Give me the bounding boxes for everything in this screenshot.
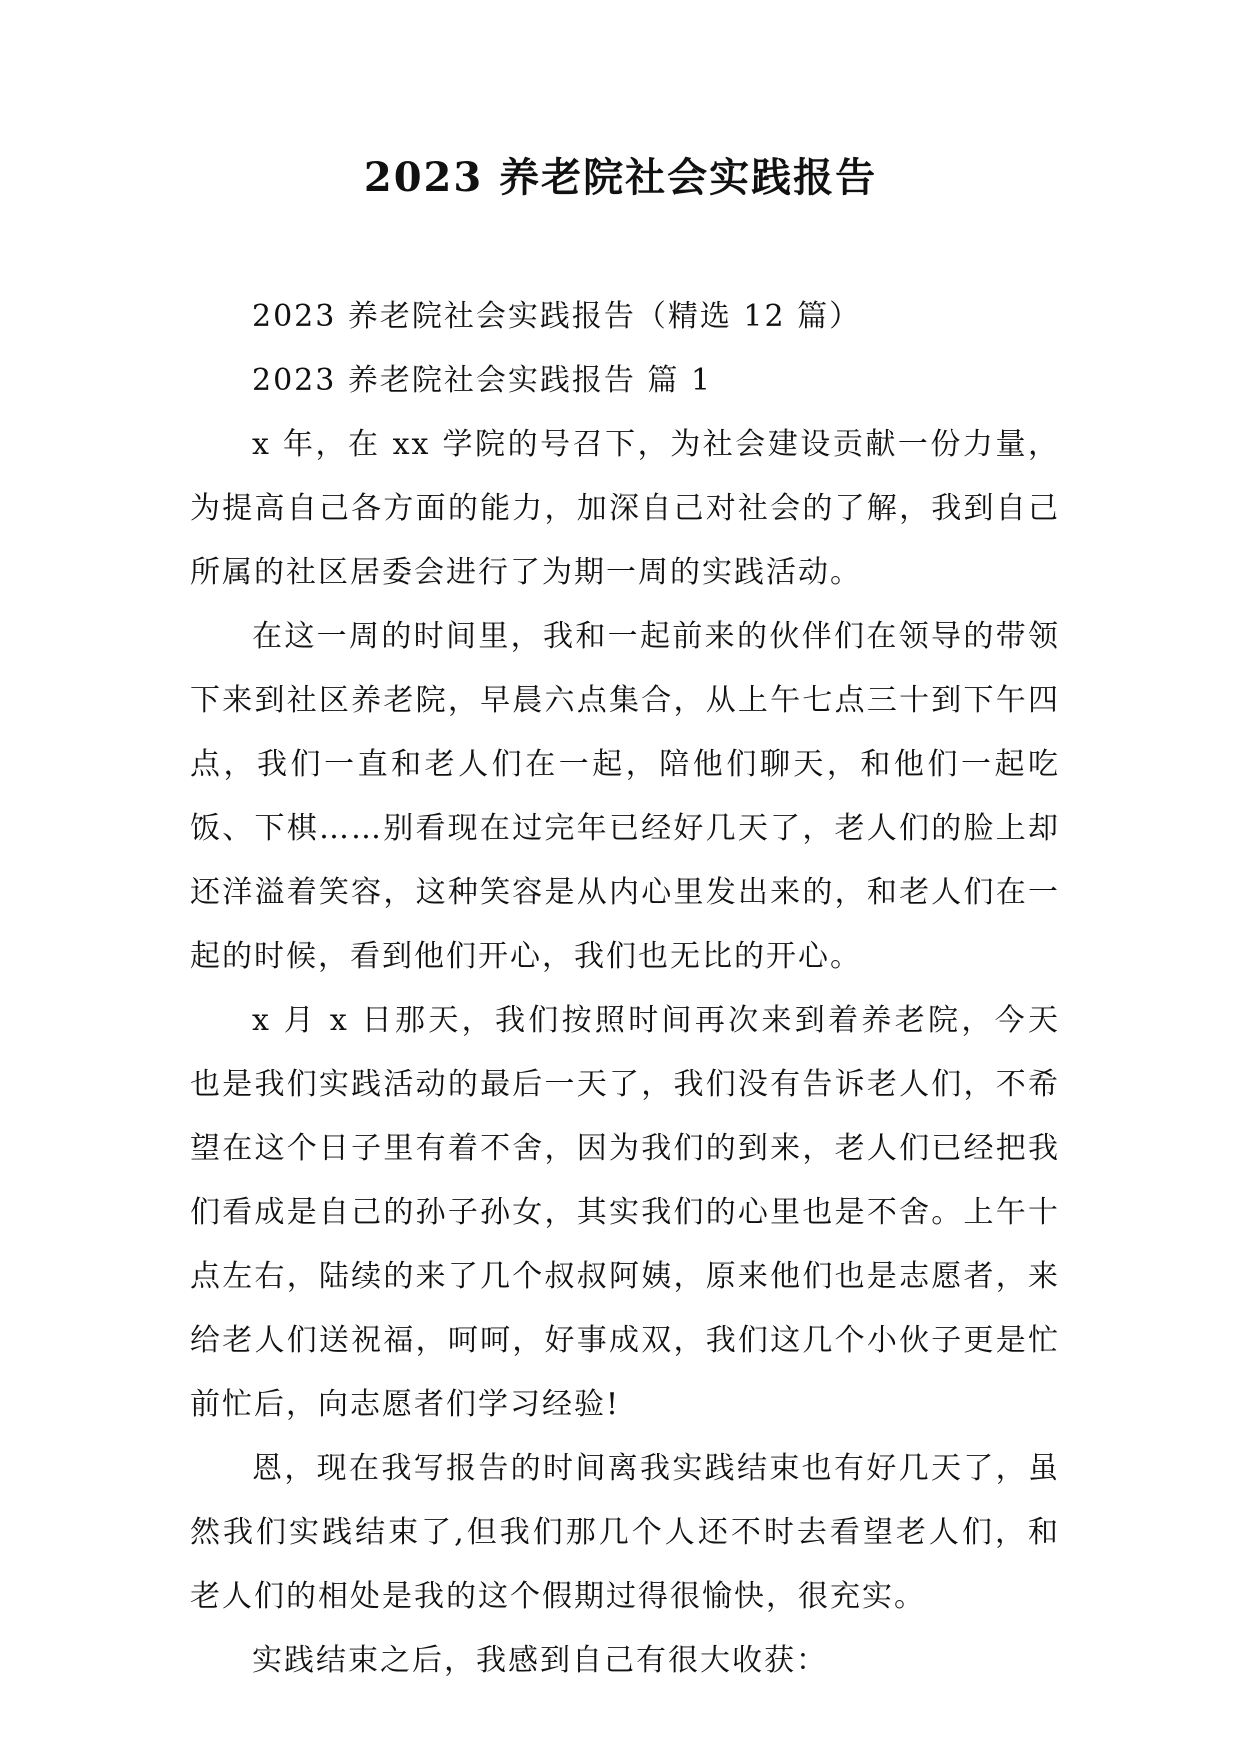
document-title: 2023 养老院社会实践报告 — [363, 154, 878, 201]
body-paragraph: x 月 x 日那天，我们按照时间再次来到着养老院，今天也是我们实践活动的最后一天了，我们没有告诉老人们，不希望在这个日子里有着不舍，因为我们的到来，老人们已经把我们看成是自己的孙子孙女，其实我们的心里也是不舍。上午十点左右，陆续的来了几个叔叔阿姨，原来他们也是志愿者，来给老人们送祝福，呵呵，好事成双，我们这几个小伙子更是忙前忙后，向志愿者们学习经验! — [190, 1003, 1060, 1422]
body-paragraph: x 年，在 xx 学院的号召下，为社会建设贡献一份力量，为提高自己各方面的能力，加深自己对社会的了解，我到自己所属的社区居委会进行了为期一周的实践活动。 — [190, 427, 1060, 590]
body-paragraph: 恩，现在我写报告的时间离我实践结束也有好几天了，虽然我们实践结束了,但我们那几个人还不时去看望老人们，和老人们的相处是我的这个假期过得很愉快，很充实。 — [190, 1451, 1060, 1614]
body-paragraph: 在这一周的时间里，我和一起前来的伙伴们在领导的带领下来到社区养老院，早晨六点集合，从上午七点三十到下午四点，我们一直和老人们在一起，陪他们聊天，和他们一起吃饭、下棋……别看现在过完年已经好几天了，老人们的脸上却还洋溢着笑容，这种笑容是从内心里发出来的，和老人们在一起的时候，看到他们开心，我们也无比的开心。 — [190, 619, 1060, 974]
body-paragraph: 实践结束之后，我感到自己有很大收获： — [252, 1643, 828, 1678]
section-heading-paragraph: 2023 养老院社会实践报告 篇 1 — [252, 363, 713, 398]
document-body — [190, 285, 1060, 1693]
subtitle-paragraph: 2023 养老院社会实践报告（精选 12 篇） — [252, 299, 862, 334]
